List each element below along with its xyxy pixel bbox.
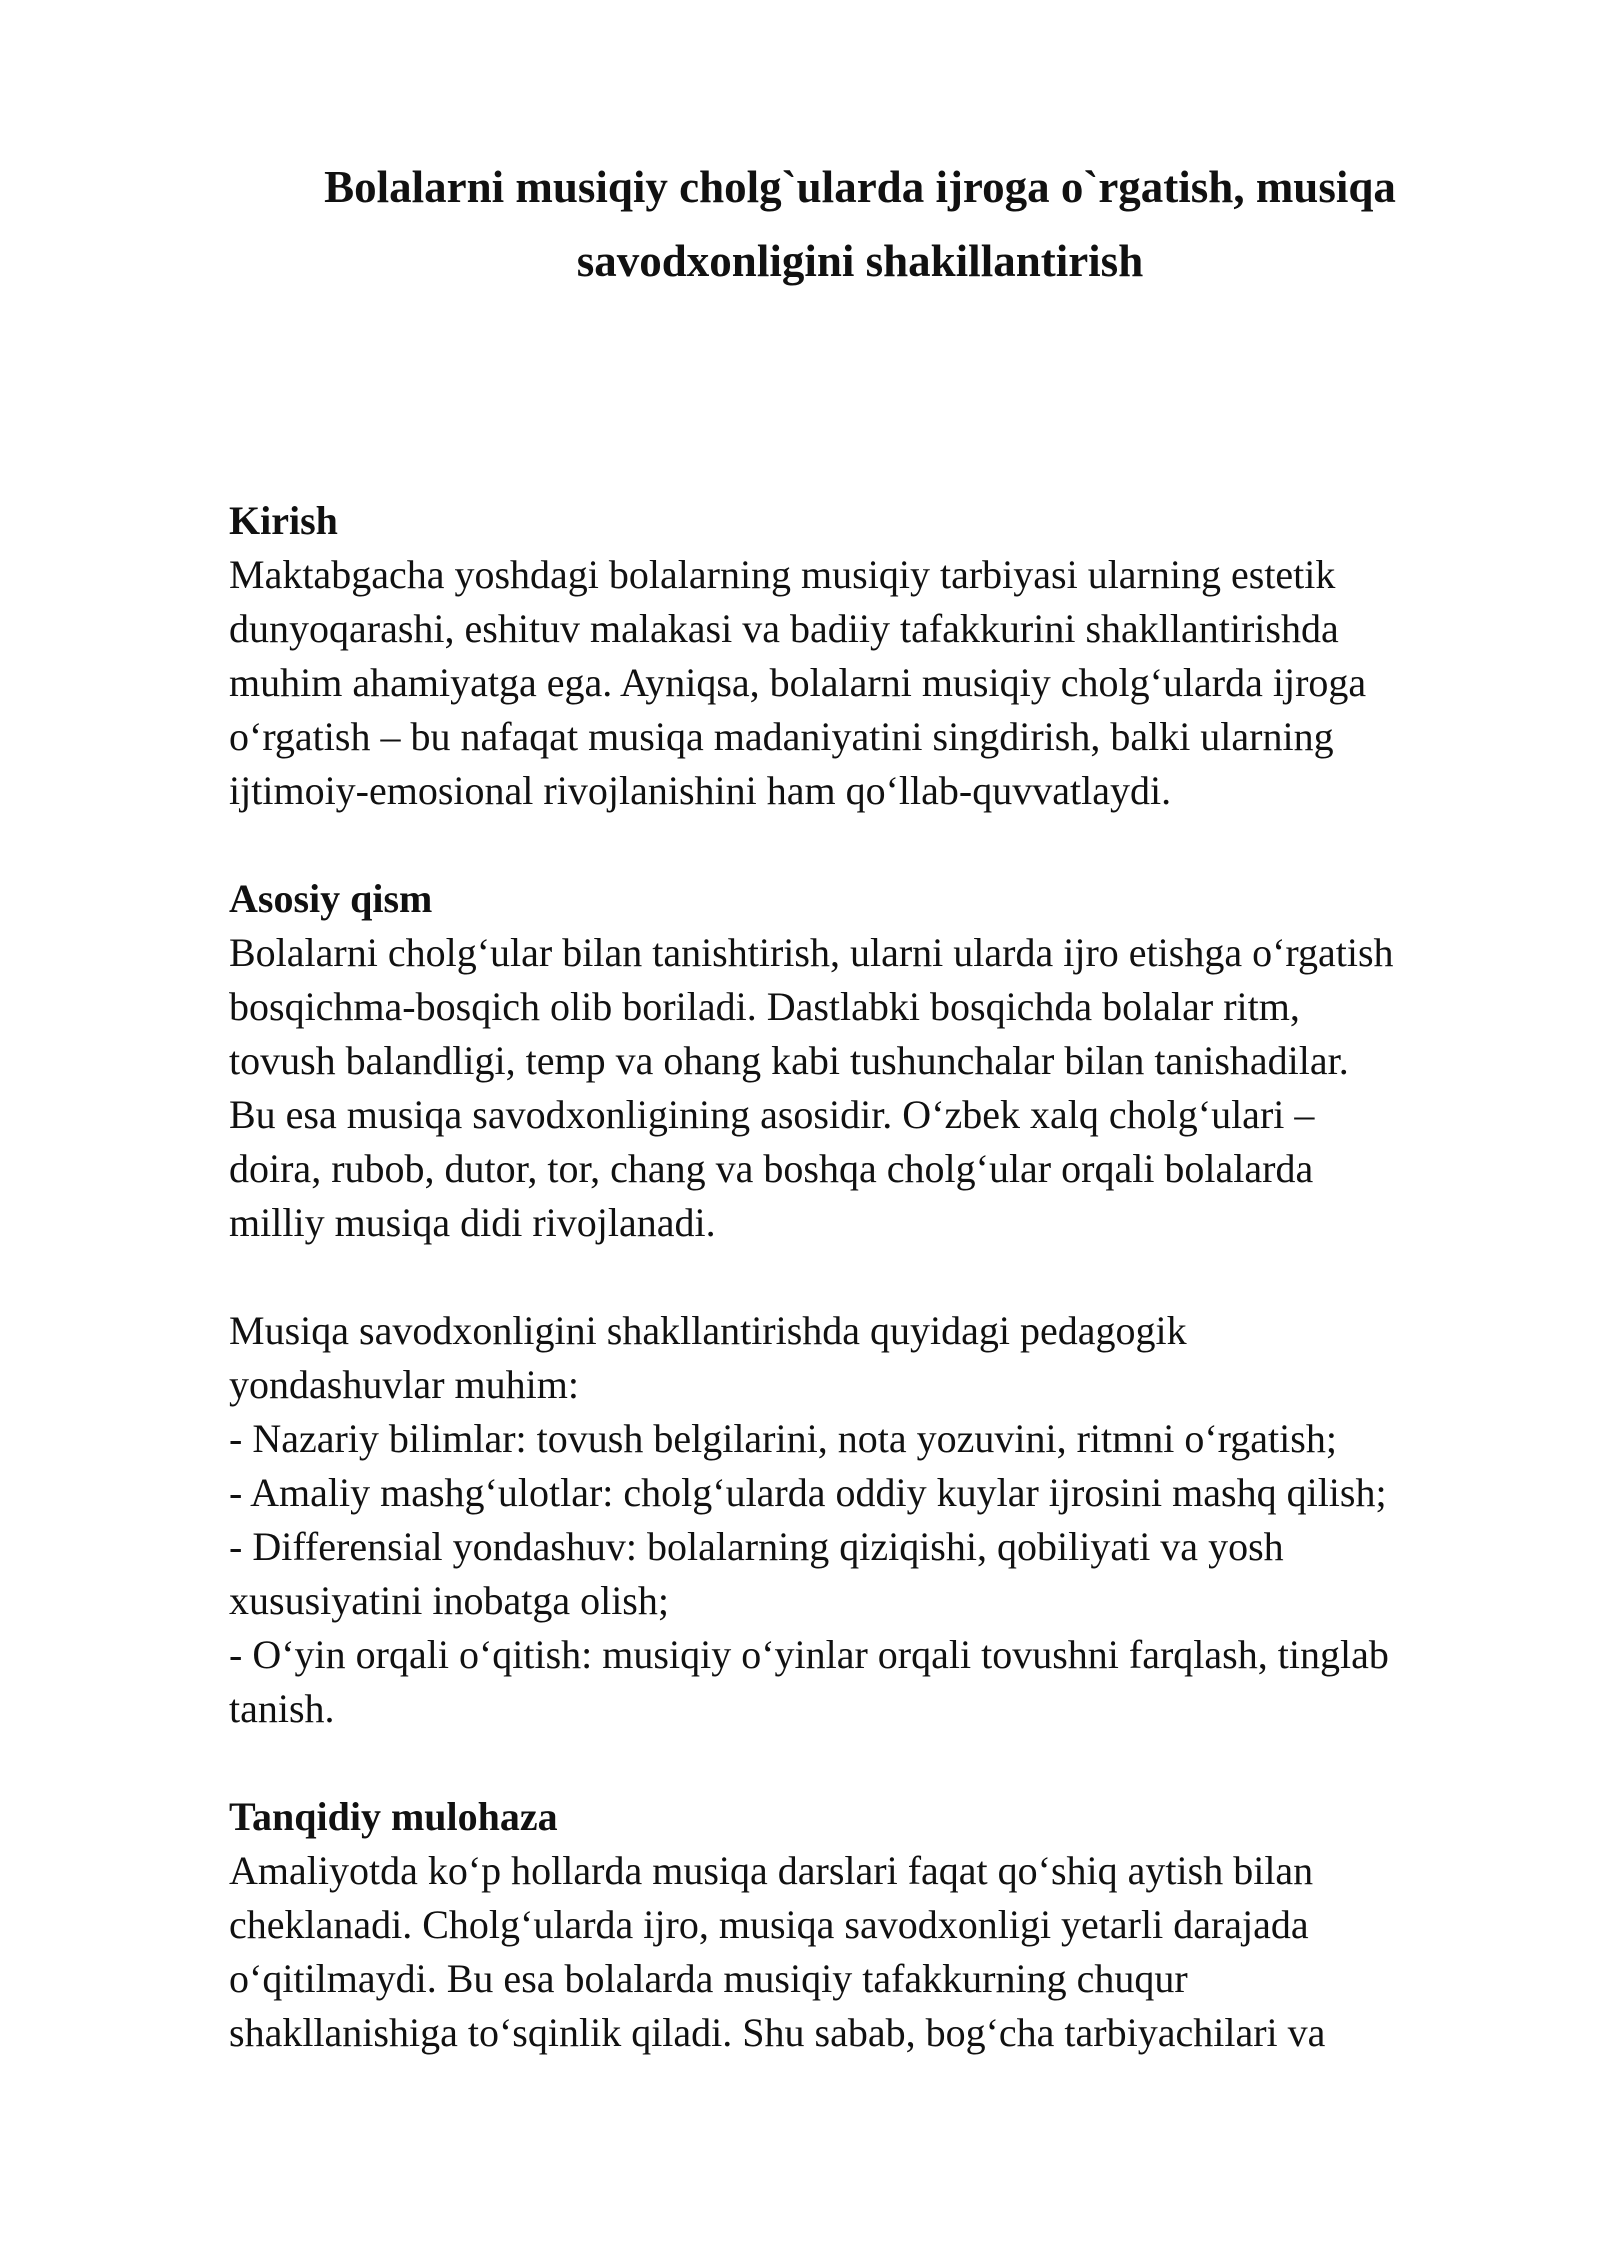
text-line: yondashuvlar muhim: — [229, 1362, 579, 1407]
text-line: shakllanishiga to‘sqinlik qiladi. Shu sabab, bog‘cha tarbiyachilari va — [229, 2010, 1326, 2055]
document-title — [200, 150, 1520, 298]
text-line: milliy musiqa didi rivojlanadi. — [229, 1200, 716, 1245]
text-line: Musiqa savodxonligini shakllantirishda quyidagi pedagogik — [229, 1308, 1187, 1353]
text-line: doira, rubob, dutor, tor, chang va boshqa cholg‘ular orqali bolalarda — [229, 1146, 1314, 1191]
kirish-paragraph — [229, 548, 1519, 818]
list-item: - Amaliy mashg‘ulotlar: cholg‘ularda oddiy kuylar ijrosini mashq qilish; — [229, 1470, 1387, 1515]
list-item: - O‘yin orqali o‘qitish: musiqiy o‘yinlar orqali tovushni farqlash, tinglab — [229, 1632, 1389, 1677]
document-body — [229, 494, 1519, 2060]
text-line: Bolalarni cholg‘ular bilan tanishtirish, ularni ularda ijro etishga o‘rgatish — [229, 930, 1394, 975]
section-tanqidiy-mulohaza — [229, 1790, 1519, 2060]
title-line-2: savodxonligini shakillantirish — [576, 236, 1144, 286]
paragraph-spacer — [229, 1250, 1519, 1304]
text-line: o‘rgatish – bu nafaqat musiqa madaniyatini singdirish, balki ularning — [229, 714, 1334, 759]
text-line: ijtimoiy-emosional rivojlanishini ham qo‘llab-quvvatlaydi. — [229, 768, 1172, 813]
text-line: tovush balandligi, temp va ohang kabi tushunchalar bilan tanishadilar. — [229, 1038, 1349, 1083]
text-line: tanish. — [229, 1686, 335, 1731]
text-line: xususiyatini inobatga olish; — [229, 1578, 669, 1623]
text-line: bosqichma-bosqich olib boriladi. Dastlabki bosqichda bolalar ritm, — [229, 984, 1300, 1029]
text-line: dunyoqarashi, eshituv malakasi va badiiy tafakkurini shakllantirishda — [229, 606, 1339, 651]
section-heading-kirish: Kirish — [229, 498, 338, 543]
list-item: - Nazariy bilimlar: tovush belgilarini, nota yozuvini, ritmni o‘rgatish; — [229, 1416, 1337, 1461]
text-line: Bu esa musiqa savodxonligining asosidir. O‘zbek xalq cholg‘ulari – — [229, 1092, 1315, 1137]
text-line: muhim ahamiyatga ega. Ayniqsa, bolalarni musiqiy cholg‘ularda ijroga — [229, 660, 1367, 705]
section-heading-tanqidiy-mulohaza: Tanqidiy mulohaza — [229, 1794, 558, 1839]
section-kirish — [229, 494, 1519, 818]
section-asosiy-qism — [229, 872, 1519, 1736]
text-line: Maktabgacha yoshdagi bolalarning musiqiy tarbiyasi ularning estetik — [229, 552, 1336, 597]
asosiy-paragraph-1 — [229, 926, 1519, 1250]
text-line: Amaliyotda ko‘p hollarda musiqa darslari faqat qo‘shiq aytish bilan — [229, 1848, 1314, 1893]
section-heading-asosiy-qism: Asosiy qism — [229, 876, 433, 921]
tanqidiy-paragraph — [229, 1844, 1519, 2060]
title-line-1: Bolalarni musiqiy cholg`ularda ijroga o`rgatish, musiqa — [324, 162, 1396, 212]
asosiy-paragraph-2 — [229, 1304, 1519, 1736]
text-line: cheklanadi. Cholg‘ularda ijro, musiqa savodxonligi yetarli darajada — [229, 1902, 1309, 1947]
text-line: o‘qitilmaydi. Bu esa bolalarda musiqiy tafakkurning chuqur — [229, 1956, 1188, 2001]
list-item: - Differensial yondashuv: bolalarning qiziqishi, qobiliyati va yosh — [229, 1524, 1284, 1569]
